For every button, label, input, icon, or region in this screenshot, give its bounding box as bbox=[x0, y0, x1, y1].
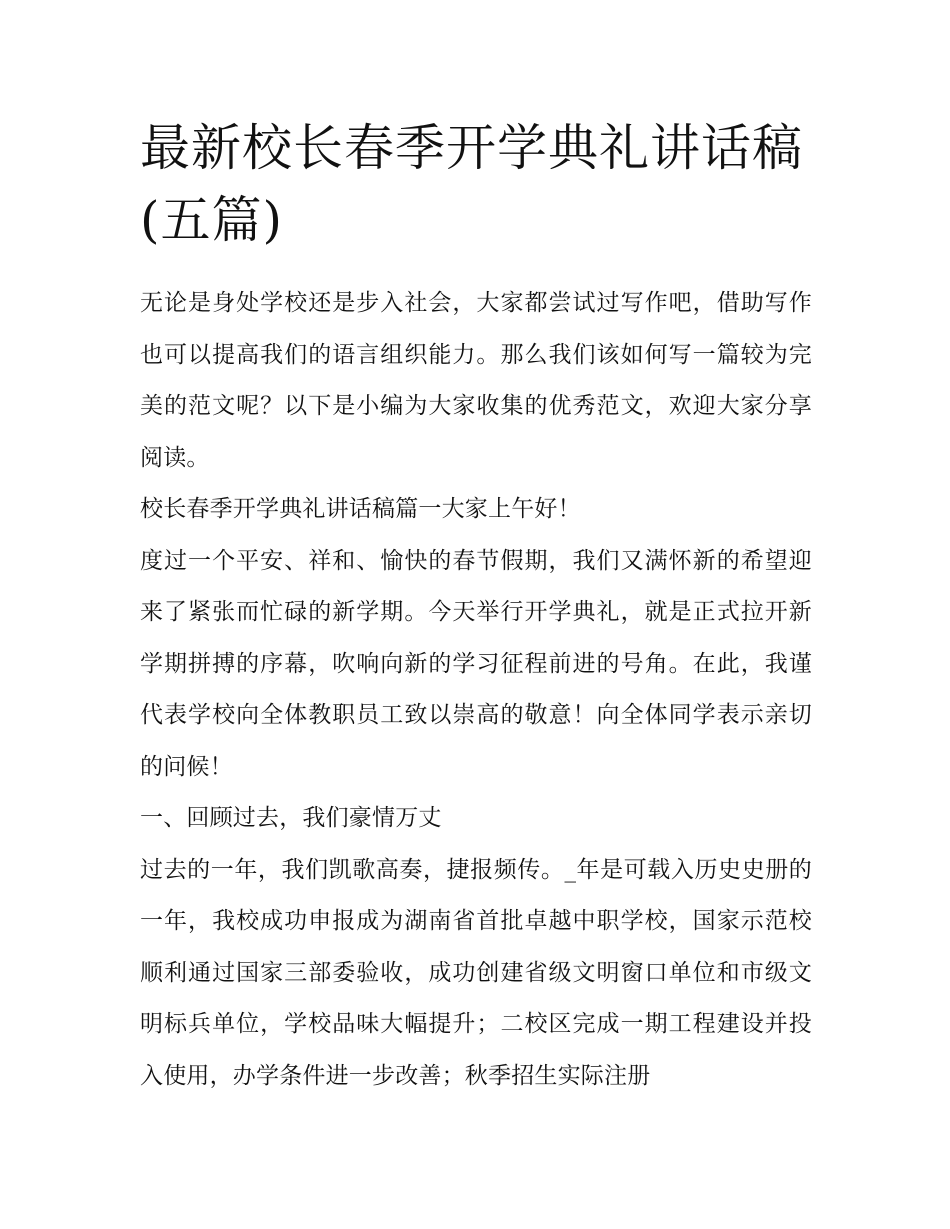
review-paragraph: 过去的一年，我们凯歌高奏，捷报频传。_年是可载入历史史册的一年，我校成功申报成为湖南省首批卓越中职学校，国家示范校顺利通过国家三部委验收，成功创建省级文明窗口单位和市级文明标兵单位，学校品味大幅提升；二校区完成一期工程建设并投入使用，办学条件进一步改善；秋季招生实际注册 bbox=[140, 856, 812, 1089]
section-heading-review: 一、回顾过去，我们豪情万丈 bbox=[140, 805, 442, 831]
intro-paragraph: 无论是身处学校还是步入社会，大家都尝试过写作吧，借助写作也可以提高我们的语言组织能力。那么我们该如何写一篇较为完美的范文呢？以下是小编为大家收集的优秀范文，欢迎大家分享阅读。 bbox=[140, 290, 812, 471]
document-title: 最新校长春季开学典礼讲话稿(五篇) bbox=[140, 119, 803, 249]
document-body bbox=[140, 278, 812, 1102]
greeting-paragraph: 度过一个平安、祥和、愉快的春节假期，我们又满怀新的希望迎来了紧张而忙碌的新学期。今天举行开学典礼，就是正式拉开新学期拼搏的序幕，吹响向新的学习征程前进的号角。在此，我谨代表学校向全体教职员工致以崇高的敬意！向全体同学表示亲切的问候！ bbox=[140, 547, 812, 780]
section-heading-speech-one: 校长春季开学典礼讲话稿篇一大家上午好！ bbox=[140, 496, 581, 522]
document-page bbox=[140, 112, 812, 1102]
